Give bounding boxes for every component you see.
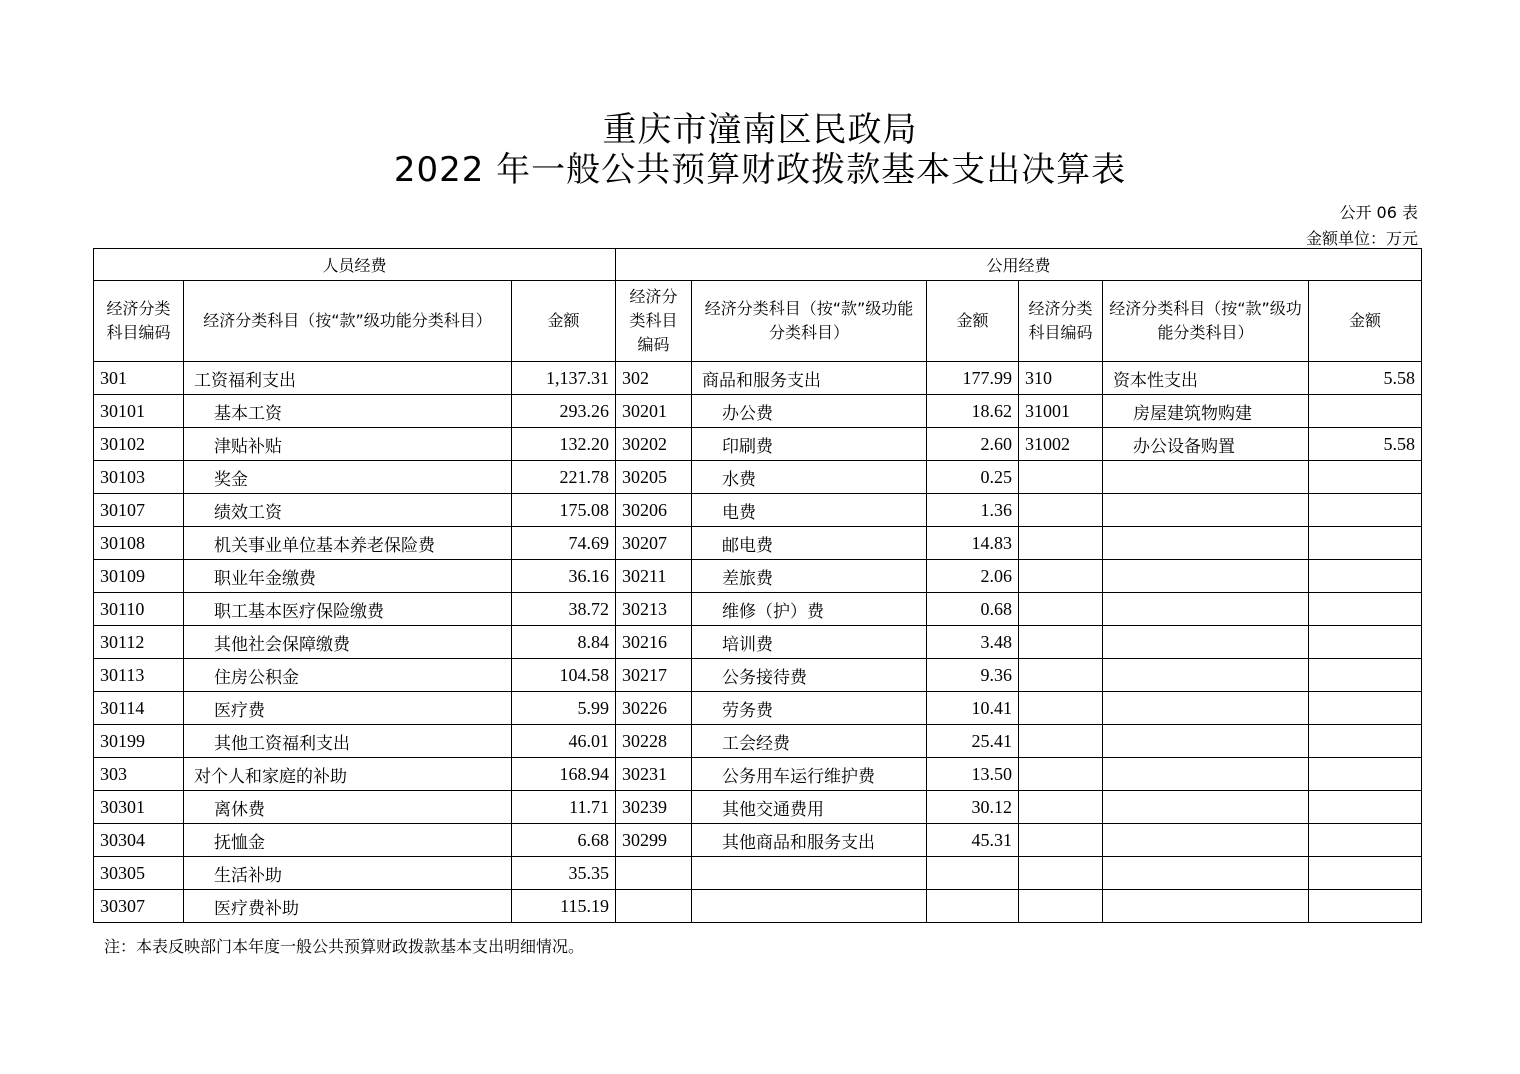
personnel-code-cell: 303: [94, 758, 184, 791]
public-a-amount-cell: 2.06: [927, 560, 1019, 593]
personnel-code-cell: 30109: [94, 560, 184, 593]
table-row: [94, 824, 1422, 857]
personnel-code-cell: 30199: [94, 725, 184, 758]
footnote: 注：本表反映部门本年度一般公共预算财政拨款基本支出明细情况。: [104, 937, 585, 956]
public-b-code-cell: [1019, 692, 1103, 725]
personnel-code-cell: 301: [94, 362, 184, 395]
personnel-code-cell: 30110: [94, 593, 184, 626]
expenditure-table: [93, 248, 1422, 923]
col-header-name: 经济分类科目（按“款”级功能分类科目）: [1103, 281, 1309, 362]
personnel-amount-cell: 221.78: [512, 461, 616, 494]
public-a-code-cell: 30207: [616, 527, 692, 560]
table-row: [94, 395, 1422, 428]
personnel-name-cell: 津贴补贴: [184, 428, 512, 461]
public-b-name-cell: 资本性支出: [1103, 362, 1309, 395]
personnel-amount-cell: 35.35: [512, 857, 616, 890]
public-a-code-cell: 30205: [616, 461, 692, 494]
personnel-name-cell: 住房公积金: [184, 659, 512, 692]
public-b-amount-cell: [1309, 395, 1422, 428]
table-row: [94, 725, 1422, 758]
public-b-amount-cell: [1309, 593, 1422, 626]
title-line-1: 重庆市潼南区民政局: [602, 110, 918, 150]
public-b-amount-cell: [1309, 560, 1422, 593]
personnel-code-cell: 30101: [94, 395, 184, 428]
public-a-code-cell: 30299: [616, 824, 692, 857]
personnel-amount-cell: 38.72: [512, 593, 616, 626]
public-a-name-cell: 邮电费: [692, 527, 927, 560]
personnel-amount-cell: 168.94: [512, 758, 616, 791]
public-a-code-cell: 30206: [616, 494, 692, 527]
col-header-code: 经济分类科目编码: [1019, 281, 1103, 362]
personnel-code-cell: 30114: [94, 692, 184, 725]
public-b-amount-cell: 5.58: [1309, 362, 1422, 395]
public-a-amount-cell: 10.41: [927, 692, 1019, 725]
table-row: [94, 560, 1422, 593]
public-a-amount-cell: 9.36: [927, 659, 1019, 692]
personnel-name-cell: 其他社会保障缴费: [184, 626, 512, 659]
public-a-name-cell: 商品和服务支出: [692, 362, 927, 395]
public-b-code-cell: [1019, 725, 1103, 758]
public-a-name-cell: 差旅费: [692, 560, 927, 593]
personnel-amount-cell: 6.68: [512, 824, 616, 857]
public-b-code-cell: [1019, 626, 1103, 659]
public-a-amount-cell: 30.12: [927, 791, 1019, 824]
personnel-amount-cell: 175.08: [512, 494, 616, 527]
form-number: 公开 06 表: [1339, 203, 1418, 222]
personnel-name-cell: 生活补助: [184, 857, 512, 890]
public-b-amount-cell: 5.58: [1309, 428, 1422, 461]
personnel-name-cell: 其他工资福利支出: [184, 725, 512, 758]
public-b-amount-cell: [1309, 626, 1422, 659]
public-a-code-cell: 30201: [616, 395, 692, 428]
public-a-name-cell: [692, 857, 927, 890]
personnel-code-cell: 30301: [94, 791, 184, 824]
col-header-code: 经济分类科目编码: [616, 281, 692, 362]
group-header-public: 公用经费: [616, 249, 1422, 281]
personnel-amount-cell: 104.58: [512, 659, 616, 692]
public-b-amount-cell: [1309, 758, 1422, 791]
col-header-amount: 金额: [1309, 281, 1422, 362]
personnel-amount-cell: 132.20: [512, 428, 616, 461]
table-row: [94, 890, 1422, 923]
title-line-2: 2022 年一般公共预算财政拨款基本支出决算表: [393, 150, 1127, 190]
public-a-amount-cell: [927, 857, 1019, 890]
public-b-name-cell: 房屋建筑物购建: [1103, 395, 1309, 428]
public-a-name-cell: 培训费: [692, 626, 927, 659]
personnel-amount-cell: 293.26: [512, 395, 616, 428]
public-b-name-cell: [1103, 626, 1309, 659]
personnel-amount-cell: 11.71: [512, 791, 616, 824]
personnel-name-cell: 奖金: [184, 461, 512, 494]
public-b-amount-cell: [1309, 461, 1422, 494]
public-a-code-cell: 30213: [616, 593, 692, 626]
public-a-amount-cell: 14.83: [927, 527, 1019, 560]
public-a-amount-cell: 25.41: [927, 725, 1019, 758]
public-a-code-cell: 30226: [616, 692, 692, 725]
table-row: [94, 626, 1422, 659]
public-b-code-cell: [1019, 494, 1103, 527]
public-a-name-cell: 电费: [692, 494, 927, 527]
table-row: [94, 692, 1422, 725]
public-a-code-cell: 30231: [616, 758, 692, 791]
public-a-code-cell: 302: [616, 362, 692, 395]
table-row: [94, 461, 1422, 494]
public-b-name-cell: [1103, 659, 1309, 692]
public-a-code-cell: 30228: [616, 725, 692, 758]
col-header-amount: 金额: [512, 281, 616, 362]
public-a-name-cell: 其他交通费用: [692, 791, 927, 824]
personnel-name-cell: 对个人和家庭的补助: [184, 758, 512, 791]
personnel-code-cell: 30112: [94, 626, 184, 659]
public-b-code-cell: [1019, 857, 1103, 890]
table-row: [94, 362, 1422, 395]
public-b-name-cell: [1103, 692, 1309, 725]
table-row: [94, 659, 1422, 692]
public-a-name-cell: 劳务费: [692, 692, 927, 725]
personnel-name-cell: 医疗费补助: [184, 890, 512, 923]
public-b-amount-cell: [1309, 692, 1422, 725]
public-b-code-cell: 310: [1019, 362, 1103, 395]
public-b-amount-cell: [1309, 527, 1422, 560]
public-b-name-cell: [1103, 593, 1309, 626]
public-a-code-cell: [616, 857, 692, 890]
public-a-name-cell: [692, 890, 927, 923]
public-b-amount-cell: [1309, 890, 1422, 923]
table-row: [94, 758, 1422, 791]
personnel-name-cell: 基本工资: [184, 395, 512, 428]
personnel-amount-cell: 74.69: [512, 527, 616, 560]
table-row: [94, 593, 1422, 626]
public-b-code-cell: 31001: [1019, 395, 1103, 428]
public-a-name-cell: 公务接待费: [692, 659, 927, 692]
col-header-amount: 金额: [927, 281, 1019, 362]
personnel-name-cell: 医疗费: [184, 692, 512, 725]
personnel-code-cell: 30305: [94, 857, 184, 890]
public-b-name-cell: [1103, 824, 1309, 857]
public-a-name-cell: 工会经费: [692, 725, 927, 758]
personnel-amount-cell: 5.99: [512, 692, 616, 725]
public-a-name-cell: 维修（护）费: [692, 593, 927, 626]
table-row: [94, 527, 1422, 560]
personnel-name-cell: 工资福利支出: [184, 362, 512, 395]
personnel-code-cell: 30304: [94, 824, 184, 857]
public-a-name-cell: 印刷费: [692, 428, 927, 461]
personnel-amount-cell: 1,137.31: [512, 362, 616, 395]
public-a-amount-cell: 177.99: [927, 362, 1019, 395]
personnel-amount-cell: 8.84: [512, 626, 616, 659]
public-b-name-cell: [1103, 494, 1309, 527]
public-b-code-cell: [1019, 560, 1103, 593]
public-a-name-cell: 办公费: [692, 395, 927, 428]
personnel-name-cell: 机关事业单位基本养老保险费: [184, 527, 512, 560]
public-b-amount-cell: [1309, 791, 1422, 824]
personnel-code-cell: 30113: [94, 659, 184, 692]
public-a-amount-cell: 0.25: [927, 461, 1019, 494]
public-a-code-cell: 30217: [616, 659, 692, 692]
public-a-amount-cell: [927, 890, 1019, 923]
group-header-personnel: 人员经费: [94, 249, 616, 281]
public-a-amount-cell: 13.50: [927, 758, 1019, 791]
personnel-amount-cell: 115.19: [512, 890, 616, 923]
public-b-code-cell: [1019, 890, 1103, 923]
public-b-code-cell: [1019, 527, 1103, 560]
col-header-name: 经济分类科目（按“款”级功能分类科目）: [692, 281, 927, 362]
personnel-name-cell: 离休费: [184, 791, 512, 824]
public-b-amount-cell: [1309, 824, 1422, 857]
public-b-name-cell: [1103, 560, 1309, 593]
public-b-amount-cell: [1309, 659, 1422, 692]
public-a-amount-cell: 3.48: [927, 626, 1019, 659]
public-a-amount-cell: 0.68: [927, 593, 1019, 626]
personnel-name-cell: 抚恤金: [184, 824, 512, 857]
public-b-name-cell: [1103, 791, 1309, 824]
personnel-code-cell: 30108: [94, 527, 184, 560]
personnel-code-cell: 30107: [94, 494, 184, 527]
public-a-name-cell: 其他商品和服务支出: [692, 824, 927, 857]
personnel-code-cell: 30307: [94, 890, 184, 923]
public-a-code-cell: [616, 890, 692, 923]
public-b-code-cell: [1019, 791, 1103, 824]
public-a-code-cell: 30239: [616, 791, 692, 824]
personnel-code-cell: 30103: [94, 461, 184, 494]
personnel-code-cell: 30102: [94, 428, 184, 461]
personnel-amount-cell: 36.16: [512, 560, 616, 593]
public-b-amount-cell: [1309, 494, 1422, 527]
public-b-name-cell: [1103, 725, 1309, 758]
public-a-code-cell: 30202: [616, 428, 692, 461]
public-b-code-cell: 31002: [1019, 428, 1103, 461]
personnel-name-cell: 绩效工资: [184, 494, 512, 527]
public-b-code-cell: [1019, 461, 1103, 494]
table-row: [94, 494, 1422, 527]
public-b-name-cell: [1103, 527, 1309, 560]
col-header-code: 经济分类科目编码: [94, 281, 184, 362]
col-header-name: 经济分类科目（按“款”级功能分类科目）: [184, 281, 512, 362]
public-b-amount-cell: [1309, 857, 1422, 890]
public-b-name-cell: [1103, 890, 1309, 923]
personnel-name-cell: 职工基本医疗保险缴费: [184, 593, 512, 626]
personnel-name-cell: 职业年金缴费: [184, 560, 512, 593]
public-a-amount-cell: 45.31: [927, 824, 1019, 857]
public-b-name-cell: 办公设备购置: [1103, 428, 1309, 461]
public-a-code-cell: 30211: [616, 560, 692, 593]
public-b-name-cell: [1103, 461, 1309, 494]
personnel-amount-cell: 46.01: [512, 725, 616, 758]
amount-unit: 金额单位：万元: [1305, 229, 1418, 248]
table-row: [94, 791, 1422, 824]
public-b-name-cell: [1103, 857, 1309, 890]
public-a-code-cell: 30216: [616, 626, 692, 659]
public-a-amount-cell: 1.36: [927, 494, 1019, 527]
public-b-code-cell: [1019, 659, 1103, 692]
public-a-name-cell: 水费: [692, 461, 927, 494]
public-b-amount-cell: [1309, 725, 1422, 758]
public-b-code-cell: [1019, 593, 1103, 626]
public-b-code-cell: [1019, 824, 1103, 857]
public-a-amount-cell: 18.62: [927, 395, 1019, 428]
table-row: [94, 857, 1422, 890]
public-a-amount-cell: 2.60: [927, 428, 1019, 461]
public-b-name-cell: [1103, 758, 1309, 791]
public-a-name-cell: 公务用车运行维护费: [692, 758, 927, 791]
public-b-code-cell: [1019, 758, 1103, 791]
table-row: [94, 428, 1422, 461]
